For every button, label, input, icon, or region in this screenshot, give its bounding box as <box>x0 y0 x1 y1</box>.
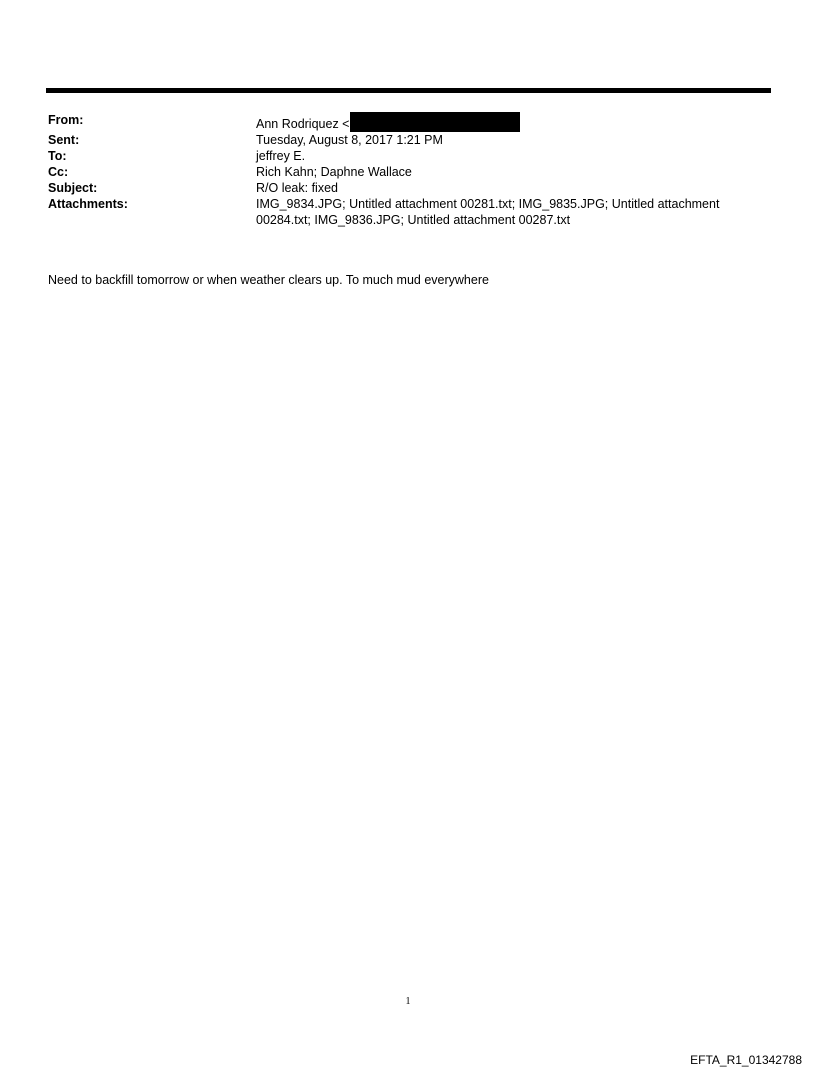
header-value-cc: Rich Kahn; Daphne Wallace <box>256 165 412 179</box>
header-row-cc <box>48 164 768 180</box>
header-value-from <box>256 112 768 132</box>
header-value-subject: R/O leak: fixed <box>256 181 338 195</box>
header-label-subject: Subject: <box>48 181 98 195</box>
document-id: EFTA_R1_01342788 <box>690 1053 802 1067</box>
page-number: 1 <box>405 996 411 1007</box>
email-header <box>48 112 768 228</box>
header-label-cc: Cc: <box>48 165 69 179</box>
header-label-to: To: <box>48 149 67 163</box>
header-label-sent: Sent: <box>48 133 80 147</box>
email-body: Need to backfill tomorrow or when weather clears up. To much mud everywhere <box>48 273 489 287</box>
header-row-attachments <box>48 196 768 228</box>
header-row-subject <box>48 180 768 196</box>
header-value-to: jeffrey E. <box>256 149 306 163</box>
header-row-sent <box>48 132 768 148</box>
redaction-box <box>350 112 520 132</box>
header-label-attachments: Attachments: <box>48 197 128 211</box>
sender-name: Ann Rodriquez < <box>256 117 350 131</box>
header-divider <box>46 88 771 93</box>
header-row-to <box>48 148 768 164</box>
header-value-attachments: IMG_9834.JPG; Untitled attachment 00281.txt; IMG_9835.JPG; Untitled attachment 00284.txt; IMG_9836.JPG; Untitled attachment 00287.txt <box>256 197 720 227</box>
header-value-sent: Tuesday, August 8, 2017 1:21 PM <box>256 133 443 147</box>
header-label-from: From: <box>48 113 84 127</box>
header-row-from <box>48 112 768 132</box>
